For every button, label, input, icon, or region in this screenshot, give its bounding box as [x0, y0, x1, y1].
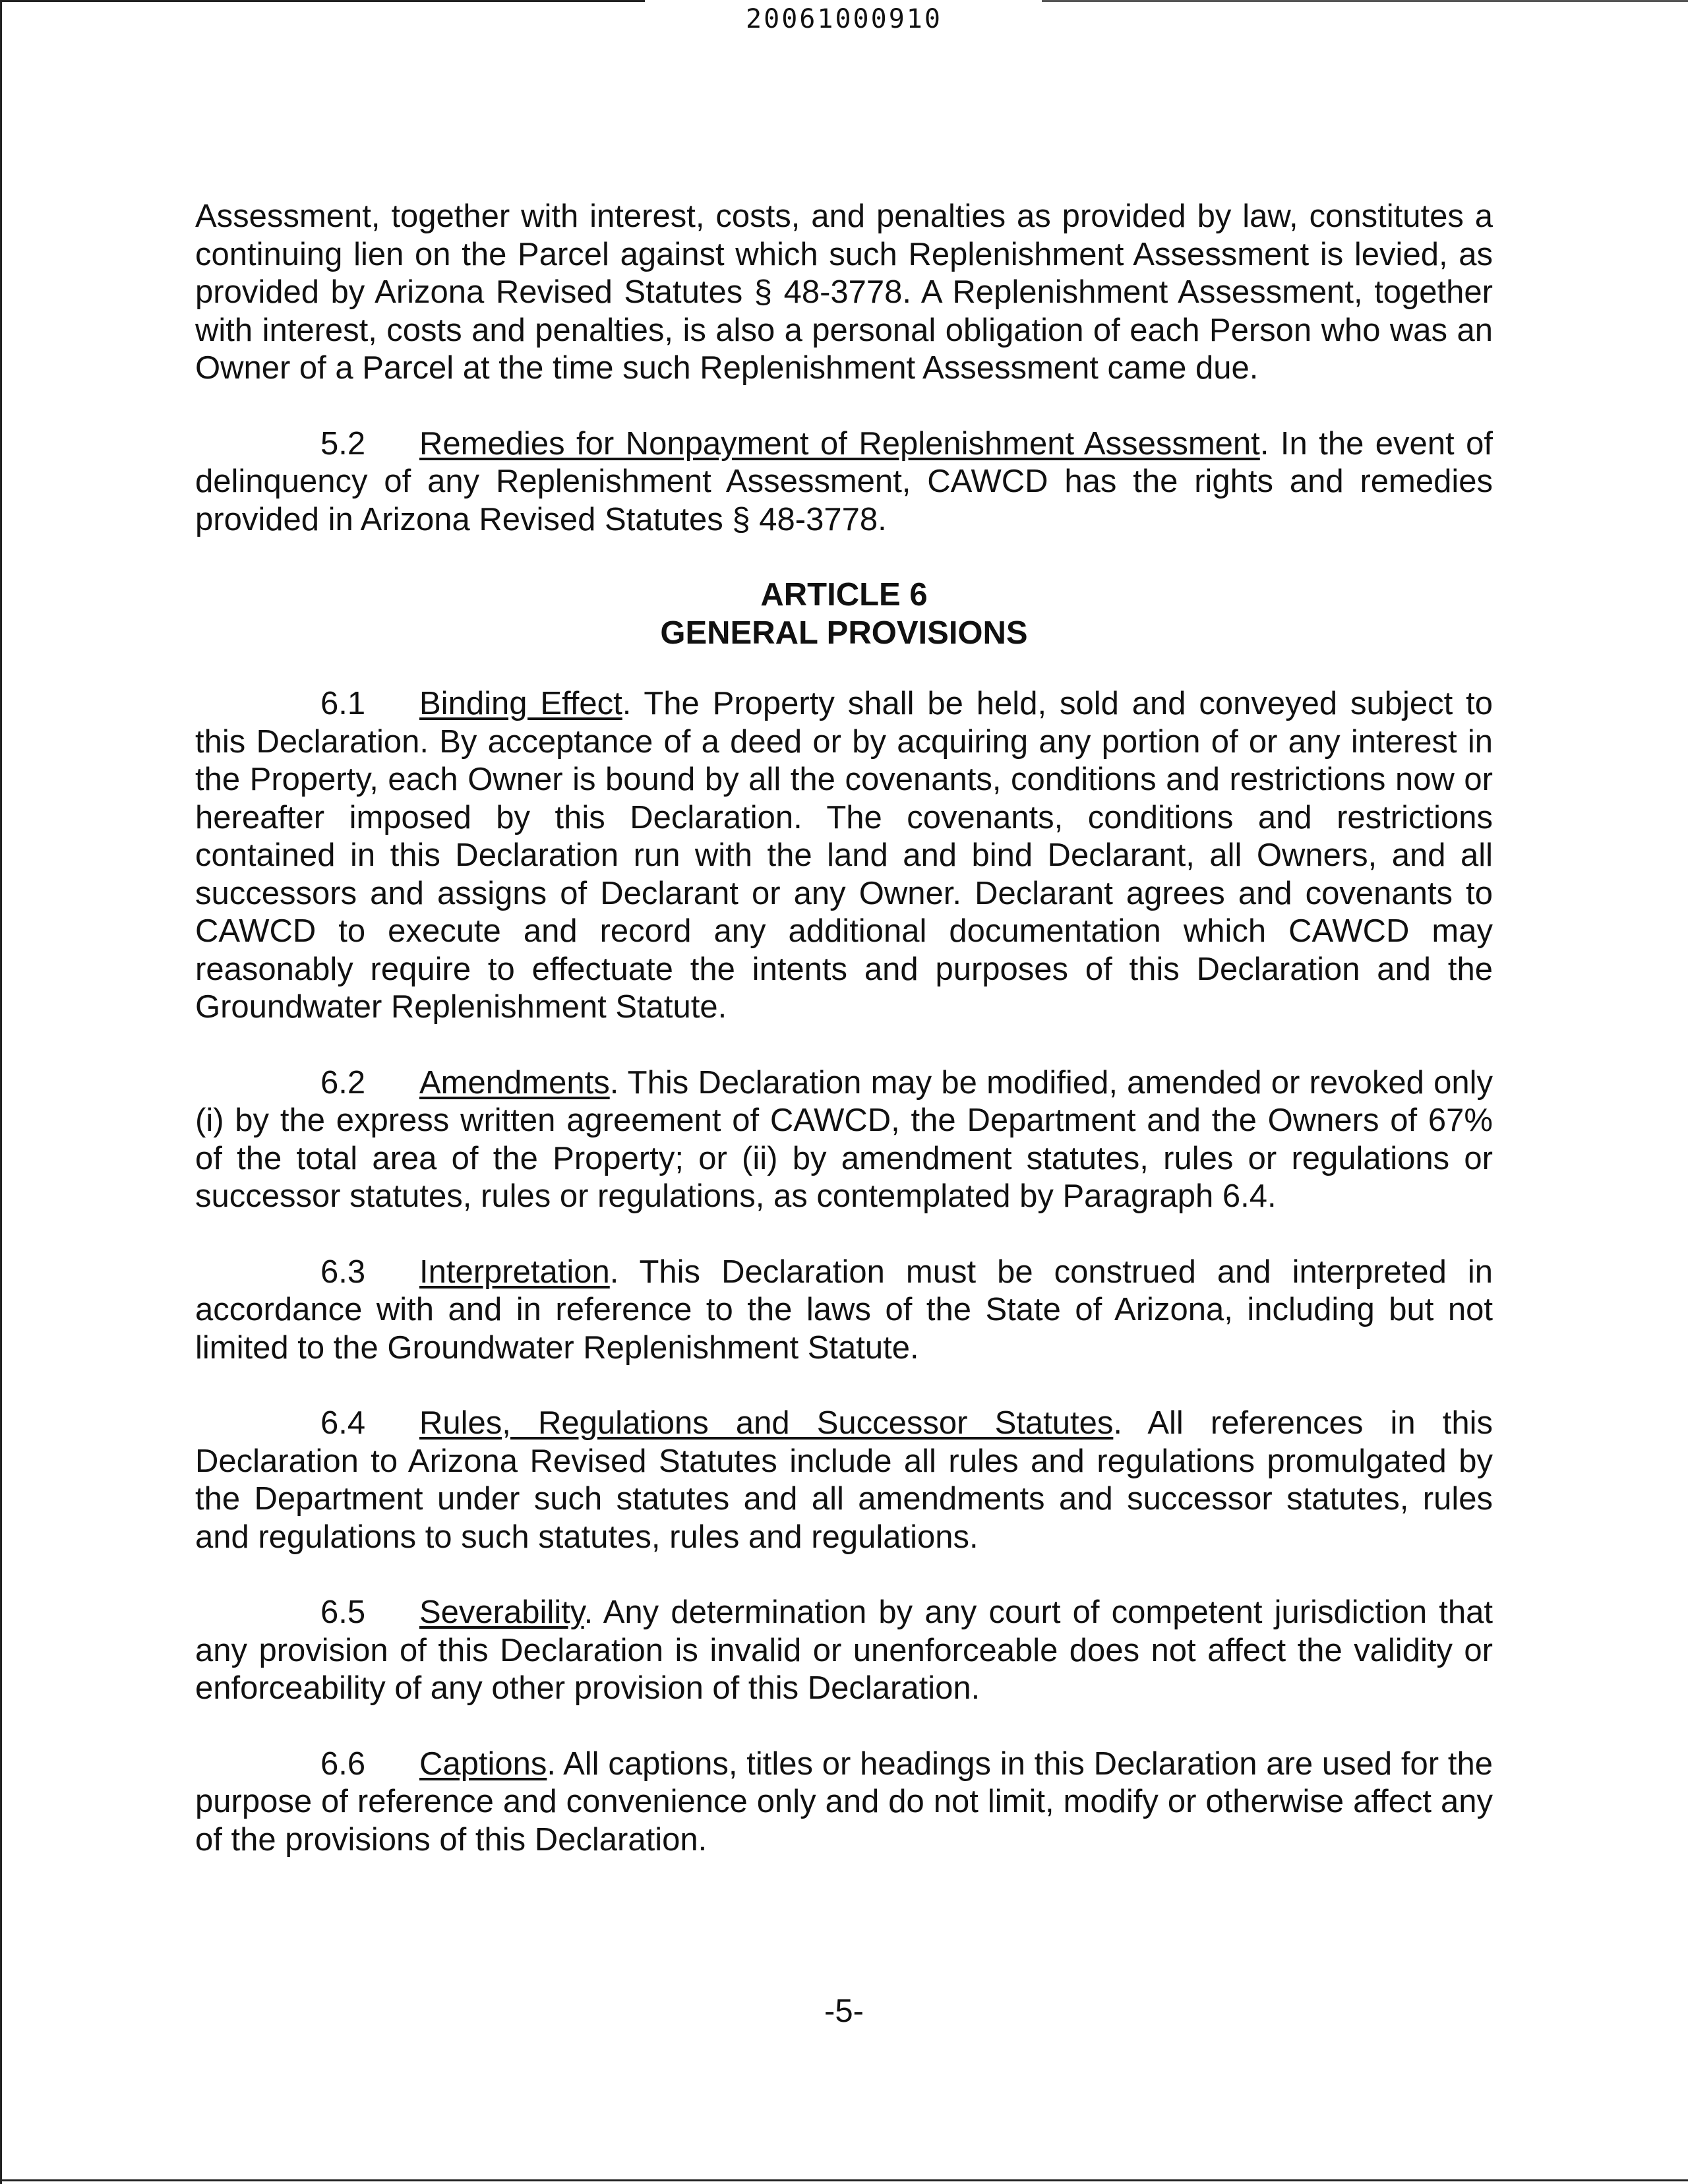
section-6-1 — [195, 685, 1493, 1027]
section-text: . This Declaration may be modified, amended or revoked only (i) by the express written agreement of CAWCD, the Department and the Owners of 67% of the total area of the Property; or (ii) by amendment statutes, rules or regulations or successor statutes, rules or regulations, as contemplated by Paragraph 6.4. — [195, 1064, 1493, 1214]
section-title: Amendments — [419, 1064, 610, 1101]
section-title: Interpretation — [419, 1254, 610, 1290]
section-number: 6.4 — [320, 1405, 366, 1441]
section-number: 6.1 — [320, 686, 366, 721]
section-text: . This Declaration must be construed and interpreted in accordance with and in reference to the laws of the State of Arizona, including but not limited to the Groundwater Replenishment Statute. — [195, 1254, 1493, 1366]
section-number: 6.5 — [320, 1594, 366, 1630]
section-title: Remedies for Nonpayment of Replenishment Assessment — [419, 425, 1260, 462]
section-title: Rules, Regulations and Successor Statutes — [419, 1405, 1114, 1441]
document-number: 20061000910 — [746, 4, 942, 34]
section-6-5 — [195, 1594, 1493, 1708]
article-title: GENERAL PROVISIONS — [660, 615, 1028, 651]
continuation-paragraph: Assessment, together with interest, costs, and penalties as provided by law, constitutes a continuing lien on the Parcel against which such Replenishment Assessment is levied, as provided by Arizona Revised Statutes § 48-3778. A Replenishment Assessment, together with interest, costs and penalties, is also a personal obligation of each Person who was an Owner of a Parcel at the time such Replenishment Assessment came due. — [195, 198, 1493, 386]
section-text: . All captions, titles or headings in this Declaration are used for the purpose of reference and convenience only and do not limit, modify or otherwise affect any of the provisions of this Declaration. — [195, 1745, 1493, 1858]
section-title: Severability — [419, 1594, 584, 1630]
section-title: Captions — [419, 1745, 547, 1782]
section-text: . The Property shall be held, sold and conveyed subject to this Declaration. By acceptance of a deed or by acquiring any portion of or any interest in the Property, each Owner is bound by all the covenants, conditions and restrictions now or hereafter imposed by this Declaration. The covenants, conditions and restrictions contained in this Declaration run with the land and bind Declarant, all Owners, and all successors and assigns of Declarant or any Owner. Declarant agrees and covenants to CAWCD to execute and record any additional documentation which CAWCD may reasonably require to effectuate the intents and purposes of this Declaration and the Groundwater Replenishment Statute. — [195, 686, 1493, 1025]
article-label: ARTICLE 6 — [760, 577, 928, 613]
section-number: 6.6 — [320, 1745, 366, 1782]
scan-border-bottom — [0, 2179, 1688, 2181]
section-6-4 — [195, 1405, 1493, 1556]
section-title: Binding Effect — [419, 686, 622, 721]
section-text: . All references in this Declaration to Arizona Revised Statutes include all rules and regulations promulgated by the Department under such statutes and all amendments and successor statutes, rules and regulations to such statutes, rules and regulations. — [195, 1405, 1493, 1555]
document-body — [195, 198, 1493, 1859]
section-text: . In the event of delinquency of any Replenishment Assessment, CAWCD has the rights and remedies provided in Arizona Revised Statutes § 48-3778. — [195, 425, 1493, 537]
section-number: 5.2 — [320, 425, 366, 462]
section-6-3 — [195, 1254, 1493, 1368]
page-number: -5- — [824, 1993, 864, 2029]
scan-border-left — [0, 0, 2, 2184]
section-5-2 — [195, 425, 1493, 539]
section-number: 6.2 — [320, 1064, 366, 1101]
section-6-6 — [195, 1745, 1493, 1860]
section-6-2 — [195, 1064, 1493, 1216]
section-number: 6.3 — [320, 1254, 366, 1290]
section-text: . Any determination by any court of competent jurisdiction that any provision of this Declaration is invalid or unenforceable does not affect the validity or enforceability of any other provision of this Declaration. — [195, 1594, 1493, 1706]
